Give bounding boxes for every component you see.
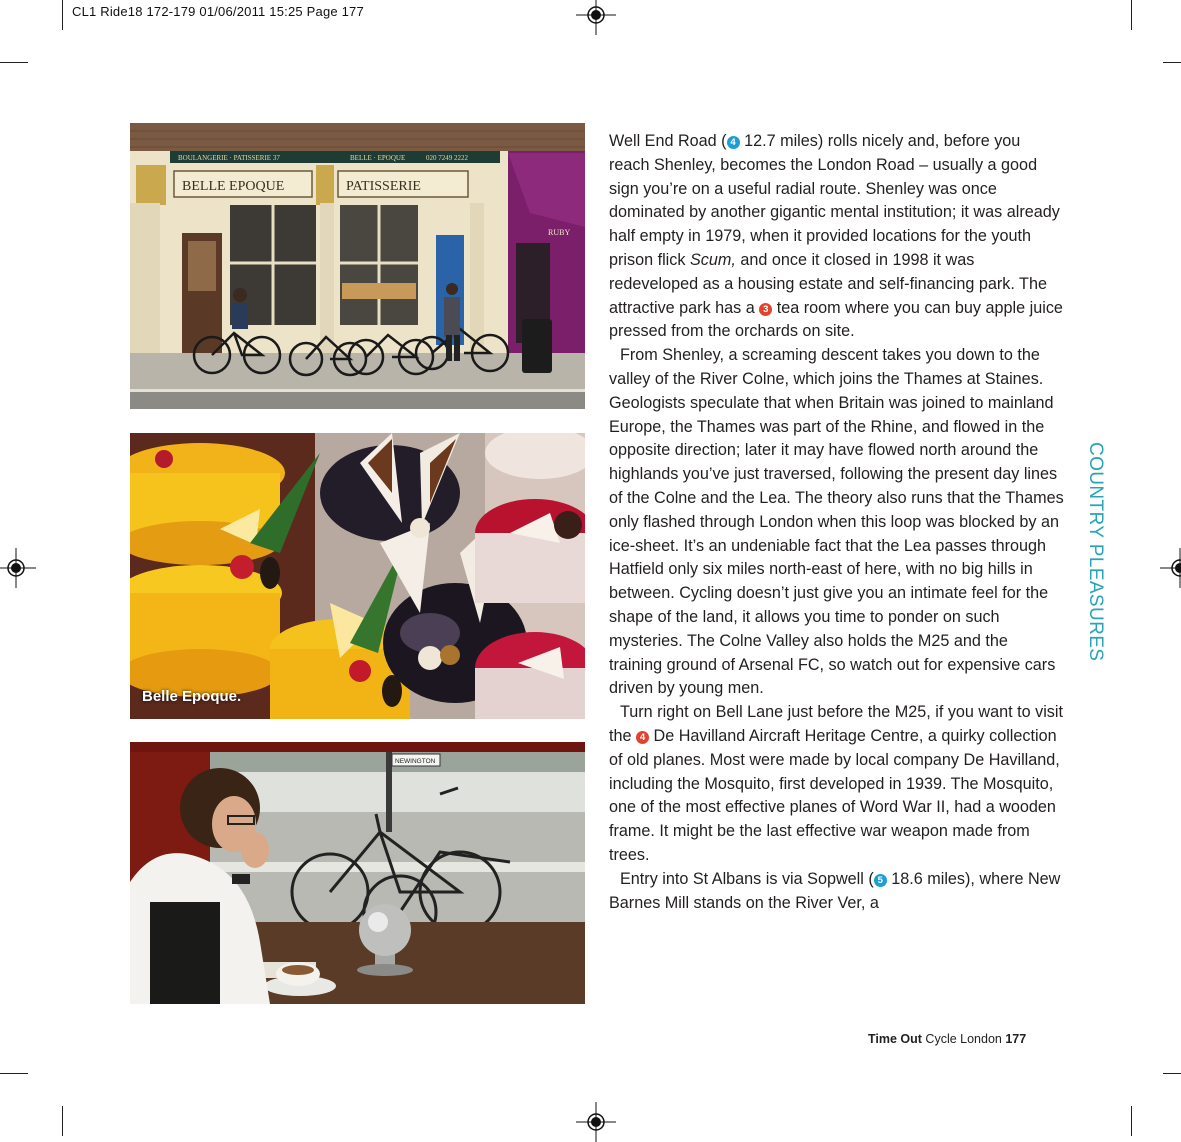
registration-mark-bottom <box>576 1102 616 1142</box>
text-run: tea room where you can buy apple juice pressed from the orchards on site. <box>609 298 1063 341</box>
registration-mark-right <box>1160 548 1181 588</box>
film-title: Scum, <box>689 250 736 269</box>
crop-mark <box>0 1073 28 1074</box>
text-run: Entry into St Albans is via Sopwell ( <box>620 869 874 888</box>
storefront-photo <box>130 123 585 409</box>
article-body <box>609 130 1064 915</box>
footer-book: Cycle London <box>921 1032 1006 1046</box>
slug-line: CL1 Ride18 172-179 01/06/2011 15:25 Page 177 <box>72 4 364 19</box>
crop-mark <box>1131 1106 1132 1136</box>
page-number: 177 <box>1005 1032 1027 1046</box>
registration-mark-top <box>576 0 616 35</box>
pastries-photo <box>130 433 585 719</box>
fascia-mid-text: BELLE · EPOQUE <box>350 154 406 162</box>
paragraph <box>609 868 1064 916</box>
cafe-photo <box>130 742 585 1004</box>
paragraph <box>609 130 1064 344</box>
sign-right-text: PATISSERIE <box>346 179 421 194</box>
route-marker-4: 4 <box>727 136 740 149</box>
street-sign-text: NEWINGTON <box>395 758 436 765</box>
fascia-phone-text: 020 7249 2222 <box>426 154 468 162</box>
section-label <box>1084 442 1106 687</box>
crop-mark <box>1163 1073 1181 1074</box>
sign-left-text: BELLE EPOQUE <box>182 179 285 194</box>
footer-brand: Time Out <box>868 1032 922 1046</box>
paragraph <box>609 701 1064 868</box>
text-run: 12.7 miles) rolls nicely and, before you reach Shenley, becomes the London Road – usually a good sign you’re on a useful radial route. Shenley was once dominated by another gigantic mental institution; it was already half empty in 1979, when it provided locations for the youth prison flick <box>609 132 1060 269</box>
crop-mark <box>1163 62 1181 63</box>
route-marker-5: 5 <box>874 874 887 887</box>
crop-mark <box>1131 0 1132 30</box>
poi-marker-3: 3 <box>759 303 772 316</box>
text-run: Turn right on Bell Lane just before the M25, if you want to visit the <box>609 703 1063 745</box>
text-run: Well End Road ( <box>609 132 727 150</box>
crop-mark <box>62 0 63 30</box>
section-label-text: COUNTRY PLEASURES <box>1085 442 1106 662</box>
side-shop-text: RUBY <box>548 228 571 237</box>
crop-mark <box>62 1106 63 1136</box>
page-footer <box>868 1032 1026 1046</box>
paragraph: From Shenley, a screaming descent takes you down to the valley of the River Colne, which joins the Thames at Staines. Geologists speculate that when Britain was joined to mainland Europe, the Thames was part of the Rhine, and flowed in the opposite direction; later it may have flowed north around the highlands you’ve just traversed, following the present day lines of the Colne and the Lea. The theory also runs that the Thames only flashed through London when this loop was blocked by an ice-sheet. It’s an undeniable fact that the Lea passes through Hatfield only six miles north-east of here, with no big hills in between. Cycling doesn’t just give you an intimate feel for the shape of the land, it allows you time to ponder on such mysteries. The Colne Valley also holds the M25 and the training ground of Arsenal FC, so watch out for expensive cars driven by young men. <box>609 346 1064 698</box>
text-run: and once it closed in 1998 it was redeveloped as a housing estate and self-financing park. The attractive park has a <box>609 250 1047 317</box>
crop-mark <box>0 62 28 63</box>
photo-caption: Belle Epoque. <box>142 688 242 705</box>
text-run: De Havilland Aircraft Heritage Centre, a quirky collection of old planes. Most were made by local company De Havilland, including the Mosquito, first developed in 1939. The Mosquito, one of the most effective planes of Word War II, had a wooden frame. It might be the last effective war weapon made from trees. <box>609 726 1060 864</box>
poi-marker-4: 4 <box>636 731 649 744</box>
text-run: 18.6 miles), where New Barnes Mill stands on the River Ver, a <box>609 869 1061 912</box>
registration-mark-left <box>0 548 36 588</box>
fascia-left-text: BOULANGERIE · PATISSERIE 37 <box>178 154 280 162</box>
